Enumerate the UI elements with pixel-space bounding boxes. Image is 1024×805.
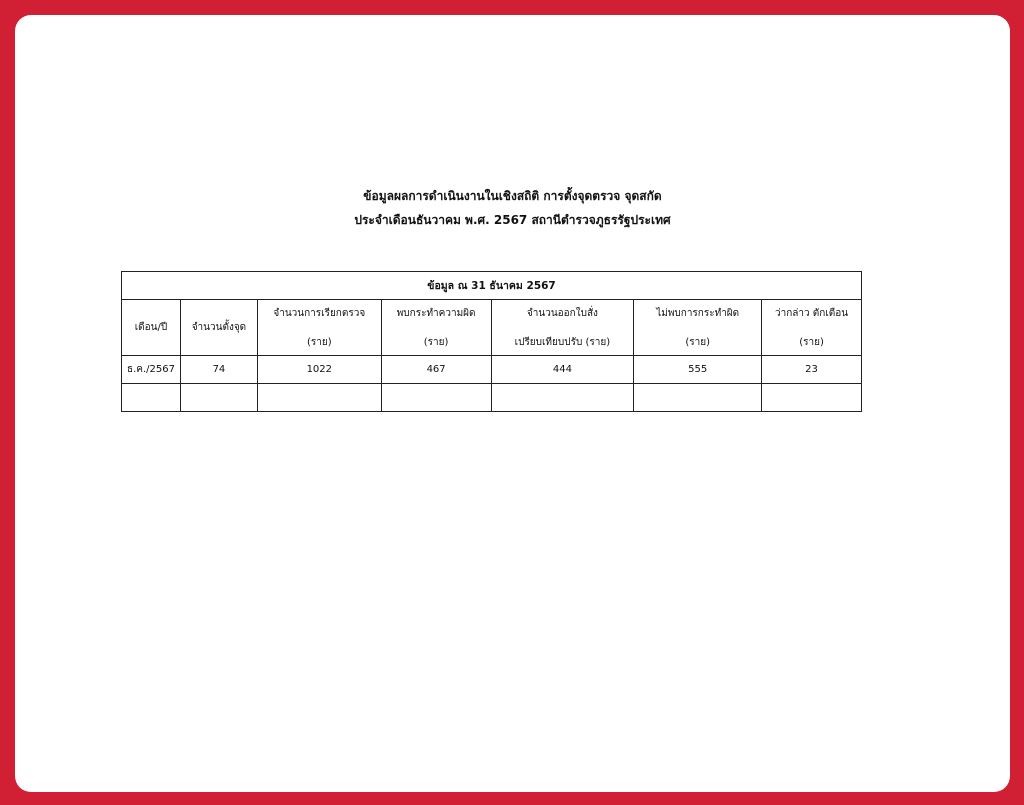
report-title-line2: ประจำเดือนธันวาคม พ.ศ. 2567 สถานีตำรวจภูธรรัฐประเทศ <box>354 213 671 227</box>
cell-warnings: 23 <box>762 356 862 384</box>
header-warnings: ว่ากล่าว ตักเตือน (ราย) <box>762 300 862 356</box>
cell-checkpoints: 74 <box>180 356 257 384</box>
empty-table-row <box>122 384 862 412</box>
header-inspections: จำนวนการเรียกตรวจ (ราย) <box>257 300 381 356</box>
table-row <box>122 356 862 384</box>
statistics-table <box>121 271 862 412</box>
header-no-offense: ไม่พบการกระทำผิด (ราย) <box>634 300 762 356</box>
cell-month-year: ธ.ค./2567 <box>122 356 181 384</box>
cell-inspections: 1022 <box>257 356 381 384</box>
cell-tickets-issued: 444 <box>491 356 634 384</box>
report-title-line1: ข้อมูลผลการดำเนินงานในเชิงสถิติ การตั้งจุดตรวจ จุดสกัด <box>363 189 662 203</box>
header-month-year: เดือน/ปี <box>122 300 181 356</box>
header-tickets-issued: จำนวนออกใบสั่ง เปรียบเทียบปรับ (ราย) <box>491 300 634 356</box>
data-as-of-date: ข้อมูล ณ 31 ธันาคม 2567 <box>122 272 862 300</box>
header-row <box>122 300 862 356</box>
cell-no-offense: 555 <box>634 356 762 384</box>
document-card <box>15 15 1010 792</box>
header-offenses-found: พบกระทำความผิด (ราย) <box>381 300 491 356</box>
cell-offenses-found: 467 <box>381 356 491 384</box>
header-checkpoints: จำนวนตั้งจุด <box>180 300 257 356</box>
